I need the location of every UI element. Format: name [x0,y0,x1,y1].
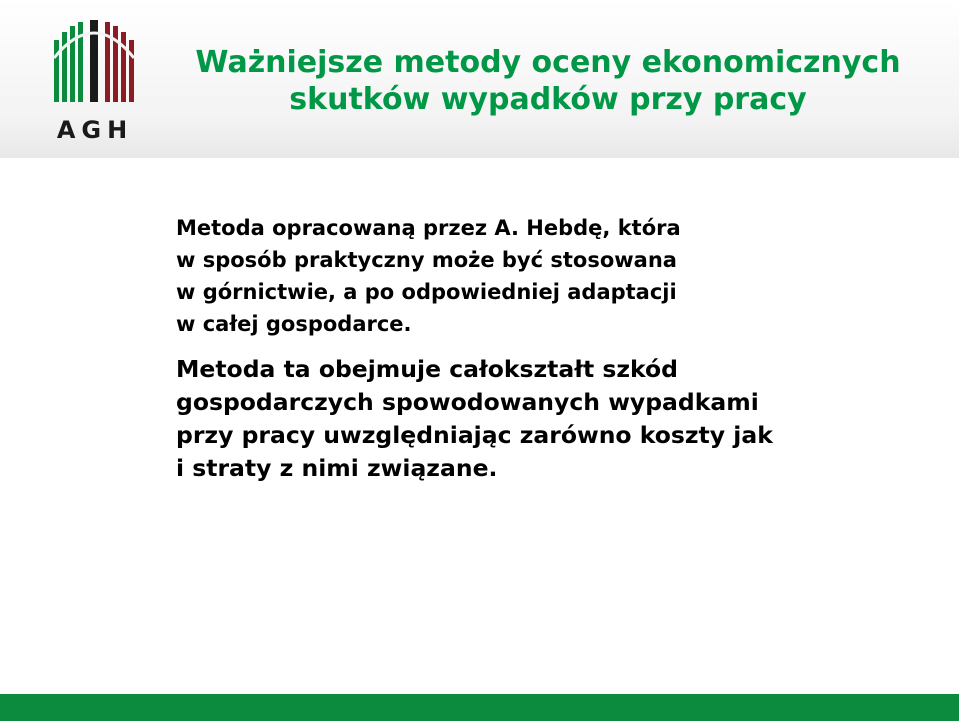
title-line: Ważniejsze metody oceny ekonomicznych [195,45,901,80]
text-line: Metoda opracowaną przez A. Hebdę, która [176,216,681,240]
text-line: w sposób praktyczny może być stosowana [176,248,677,272]
paragraph-method-scope [176,353,886,485]
title-line: skutków wypadków przy pracy [289,82,807,117]
text-line: Metoda ta obejmuje całokształt szkód [176,355,678,383]
text-line: w całej gospodarce. [176,312,412,336]
text-line: w górnictwie, a po odpowiedniej adaptacji [176,280,677,304]
logo-text: AGH [56,116,134,144]
text-line: przy pracy uwzględniając zarówno koszty jak [176,421,773,449]
agh-logo-icon [50,18,140,114]
page-title [158,44,938,118]
footer-bar [0,694,959,721]
text-line: gospodarczych spowodowanych wypadkami [176,388,759,416]
agh-logo [50,18,140,148]
text-line: i straty z nimi związane. [176,454,498,482]
paragraph-method-hebda [176,212,836,340]
